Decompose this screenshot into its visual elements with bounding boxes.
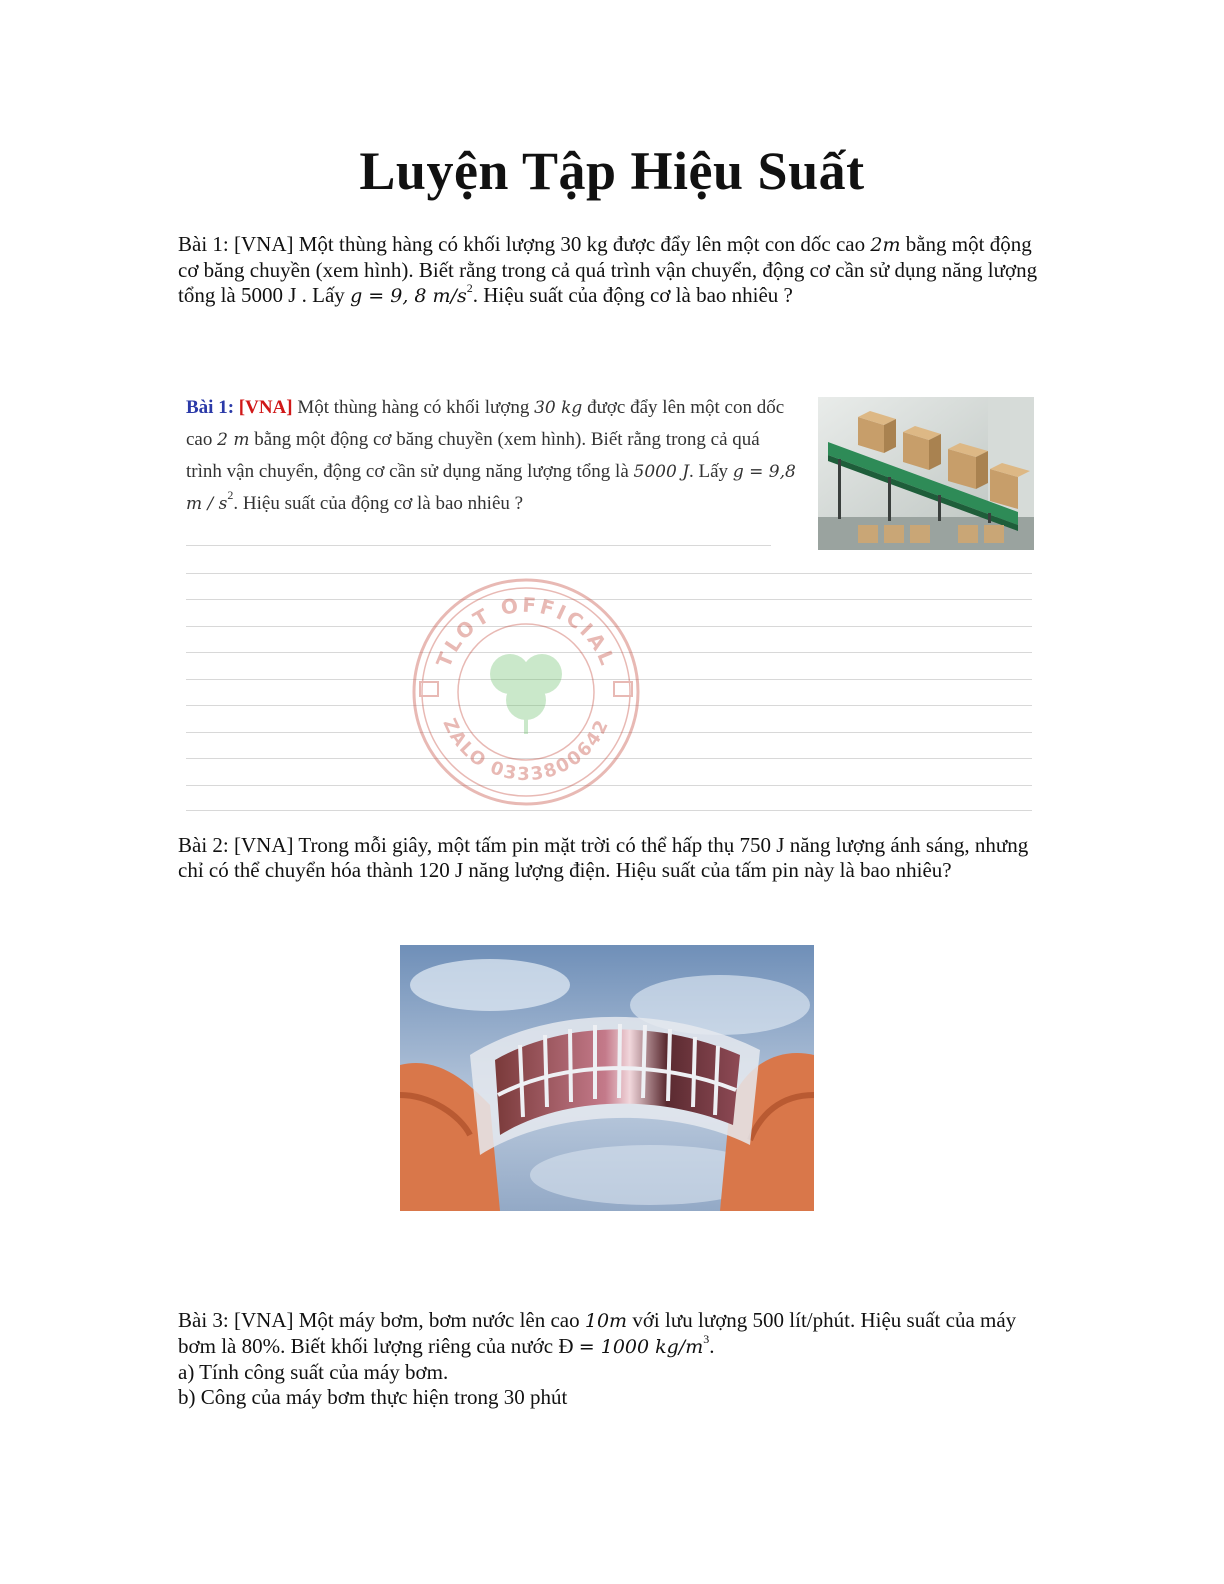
problem-3-density-exponent: 3 <box>703 1332 710 1346</box>
screenshot-text <box>186 392 796 520</box>
screenshot-mass: 30 kg <box>534 398 583 418</box>
screenshot-text-a: Một thùng hàng có khối lượng <box>292 397 535 418</box>
screenshot-text-d: . Lấy <box>689 461 733 482</box>
problem-1 <box>178 232 1038 309</box>
screenshot-text-c: bằng một động cơ băng chuyền (xem hình). Biết rằng trong cả quá trình vận chuyển, động cơ cần sử dụng năng lượng tổng là <box>186 429 760 482</box>
stamp-bottom-text: ZALO 0333800642 <box>438 715 614 786</box>
problem-3-part-b: b) Công của máy bơm thực hiện trong 30 phút <box>178 1385 568 1409</box>
screenshot-height: 2 m <box>217 430 250 450</box>
problem-1-text-b: bằng một động cơ băng chuyền (xem hình). Biết rằng trong cả quá trình vận chuyển, động cơ cần sử dụng năng lượng tổng là 5000 J . Lấy <box>178 232 1038 307</box>
screenshot-energy: 5000 J <box>633 462 690 482</box>
problem-3-text-b: với lưu lượng 500 lít/phút. Hiệu suất của máy bơm là 80%. Biết khối lượng riêng của nước Đ <box>178 1308 1017 1358</box>
problem-1-height: 2m <box>870 234 901 256</box>
page-title: Luyện Tập Hiệu Suất <box>359 141 865 201</box>
problem-3-height: 10m <box>584 1310 628 1332</box>
problem-1-text: Bài 1: [VNA] Một thùng hàng có khối lượng 30 kg được đẩy lên một con dốc cao <box>178 232 871 256</box>
watermark-stamp <box>406 572 646 812</box>
stamp-top-text: TLOT OFFICIAL <box>431 592 621 671</box>
problem-1-g-exponent: 2 <box>466 281 473 295</box>
svg-text:TLOT OFFICIAL <box>431 593 620 671</box>
screenshot-g-formula: g = 9,8 m / s <box>186 462 796 514</box>
screenshot-text-e: . Hiệu suất của động cơ là bao nhiêu ? <box>233 493 524 514</box>
answer-line <box>186 545 771 546</box>
conveyor-belt-image <box>818 397 1034 550</box>
problem-3-text-c: . <box>709 1334 715 1358</box>
problem-1-screenshot <box>186 392 1036 817</box>
problem-3-density: = 1000 kg/m <box>578 1336 704 1358</box>
problem-1-g-formula: g = 9, 8 m/s <box>350 285 467 307</box>
problem-3-text: Bài 3: [VNA] Một máy bơm, bơm nước lên cao <box>178 1308 585 1332</box>
screenshot-g-exponent: 2 <box>227 488 234 502</box>
screenshot-label: Bài 1: <box>186 397 235 418</box>
screenshot-text-b: được đẩy lên một con dốc cao <box>186 397 785 450</box>
screenshot-tag: [VNA] <box>238 397 293 418</box>
problem-2: Bài 2: [VNA] Trong mỗi giây, một tấm pin mặt trời có thể hấp thụ 750 J năng lượng ánh sáng, nhưng chỉ có thể chuyển hóa thành 120 J năng lượng điện. Hiệu suất của tấm pin này là bao nhiêu? <box>178 833 1029 882</box>
problem-3 <box>178 1308 1038 1410</box>
problem-1-text-c: . Hiệu suất của động cơ là bao nhiêu ? <box>472 283 793 307</box>
solar-panel-image <box>400 945 814 1211</box>
problem-3-part-a: a) Tính công suất của máy bơm. <box>178 1360 449 1384</box>
